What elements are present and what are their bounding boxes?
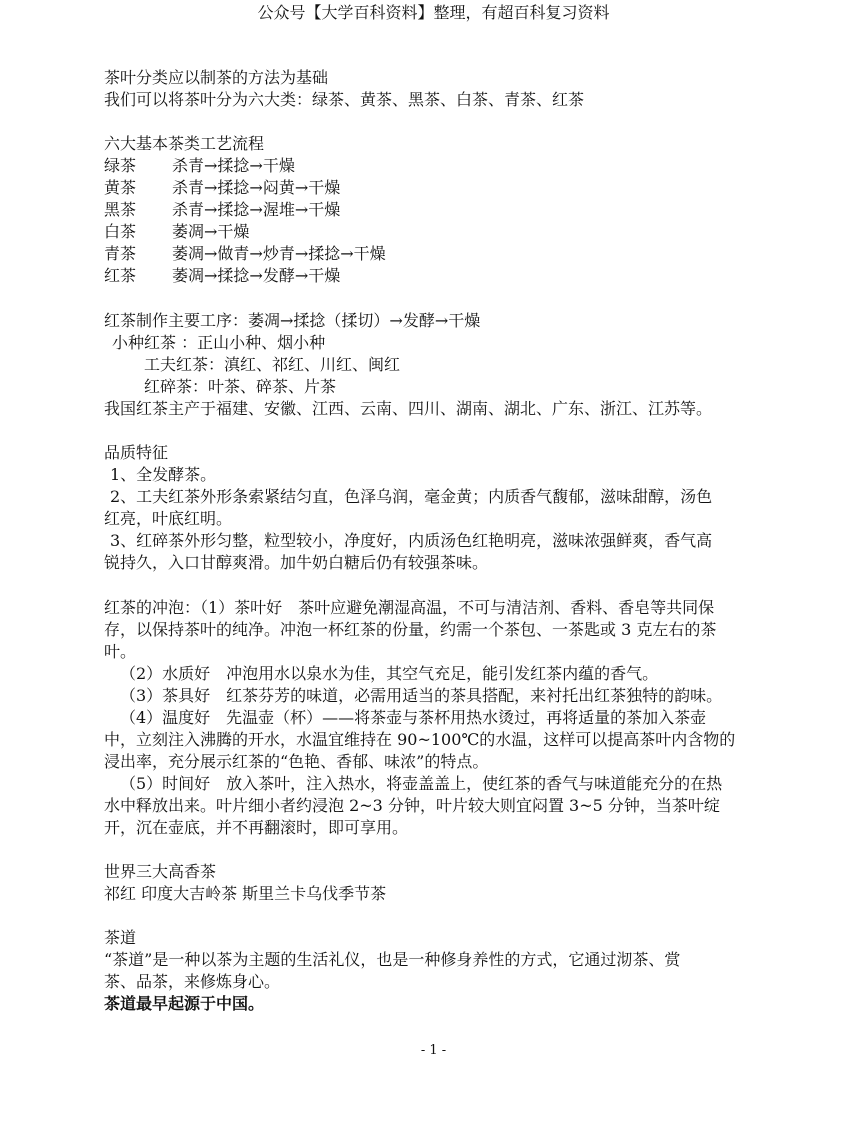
black-tea-line: 工夫红茶：滇红、祁红、川红、闽红	[144, 355, 401, 374]
brewing-line: 红茶的冲泡：（1）茶叶好 茶叶应避免潮湿高温，不可与清洁剂、香料、香皂等共同保	[104, 598, 715, 617]
process-tea-name: 黄茶	[104, 178, 137, 197]
ceremony-line: “茶道”是一种以茶为主题的生活礼仪，也是一种修身养性的方式，它通过沏茶、赏	[104, 950, 681, 969]
process-steps: 萎凋→干燥	[172, 222, 250, 241]
process-tea-name: 白茶	[104, 222, 137, 241]
quality-line: 锐持久，入口甘醇爽滑。加牛奶白糖后仍有较强茶味。	[104, 553, 489, 572]
brewing-line: 存，以保持茶叶的纯净。冲泡一杯红茶的份量，约需一个茶包、一茶匙或 3 克左右的茶	[104, 620, 717, 639]
black-tea-line: 红茶制作主要工序：萎凋→揉捻（揉切）→发酵→干燥	[104, 311, 481, 330]
process-tea-name: 红茶	[104, 266, 137, 285]
brewing-line: 叶。	[104, 642, 137, 661]
section-title-quality: 品质特征	[104, 443, 169, 462]
brewing-line: 水中释放出来。叶片细小者约浸泡 2~3 分钟，叶片较大则宜闷置 3~5 分钟，当茶叶绽	[104, 796, 720, 815]
famous-teas: 祁红 印度大吉岭茶 斯里兰卡乌伐季节茶	[104, 884, 387, 903]
process-tea-name: 绿茶	[104, 156, 137, 175]
brewing-line: （5）时间好 放入茶叶，注入热水，将壶盖盖上，使红茶的香气与味道能充分的在热	[120, 774, 723, 793]
process-tea-name: 青茶	[104, 244, 137, 263]
brewing-line: 中，立刻注入沸腾的开水，水温宜维持在 90~100℃的水温，这样可以提高茶叶内含物的	[104, 730, 736, 749]
process-steps: 杀青→揉捻→渥堆→干燥	[172, 200, 341, 219]
black-tea-line: 小种红茶 ：正山小种、烟小种	[112, 333, 326, 352]
process-steps: 杀青→揉捻→干燥	[172, 156, 295, 175]
page-header: 公众号【大学百科资料】整理，有超百科复习资料	[257, 3, 610, 22]
quality-line: 红亮，叶底红明。	[104, 509, 233, 528]
intro-line: 茶叶分类应以制茶的方法为基础	[104, 68, 329, 87]
section-title-process: 六大基本茶类工艺流程	[104, 134, 265, 153]
brewing-line: 开，沉在壶底，并不再翻滚时，即可享用。	[104, 818, 409, 837]
brewing-line: （2）水质好 冲泡用水以泉水为佳，其空气充足，能引发红茶内蕴的香气。	[120, 664, 659, 683]
brewing-line: 浸出率，充分展示红茶的“色艳、香郁、味浓”的特点。	[104, 752, 489, 771]
black-tea-line: 我国红茶主产于福建、安徽、江西、云南、四川、湖南、湖北、广东、浙江、江苏等。	[104, 399, 713, 418]
process-steps: 萎凋→做青→炒青→揉捻→干燥	[172, 244, 386, 263]
brewing-line: （4）温度好 先温壶（杯）——将茶壶与茶杯用热水烫过，再将适量的茶加入茶壶	[120, 708, 707, 727]
process-steps: 萎凋→揉捻→发酵→干燥	[172, 266, 341, 285]
process-tea-name: 黑茶	[104, 200, 137, 219]
quality-line: 3、红碎茶外形匀整，粒型较小，净度好，内质汤色红艳明亮，滋味浓强鲜爽，香气高	[110, 531, 713, 550]
process-steps: 杀青→揉捻→闷黄→干燥	[172, 178, 341, 197]
section-title-ceremony: 茶道	[104, 928, 137, 947]
black-tea-line: 红碎茶：叶茶、碎茶、片茶	[144, 377, 337, 396]
page-number: - 1 -	[420, 1043, 447, 1058]
section-title-famous: 世界三大高香茶	[104, 862, 217, 881]
ceremony-line: 茶、品茶，来修炼身心。	[104, 972, 281, 991]
brewing-line: （3）茶具好 红茶芬芳的味道，必需用适当的茶具搭配，来衬托出红茶独特的韵味。	[120, 686, 723, 705]
quality-line: 2、工夫红茶外形条索紧结匀直，色泽乌润，毫金黄；内质香气馥郁，滋味甜醇，汤色	[110, 487, 713, 506]
ceremony-origin: 茶道最早起源于中国。	[104, 994, 265, 1013]
intro-line: 我们可以将茶叶分为六大类：绿茶、黄茶、黑茶、白茶、青茶、红茶	[104, 90, 585, 109]
quality-line: 1、全发酵茶。	[110, 465, 217, 484]
